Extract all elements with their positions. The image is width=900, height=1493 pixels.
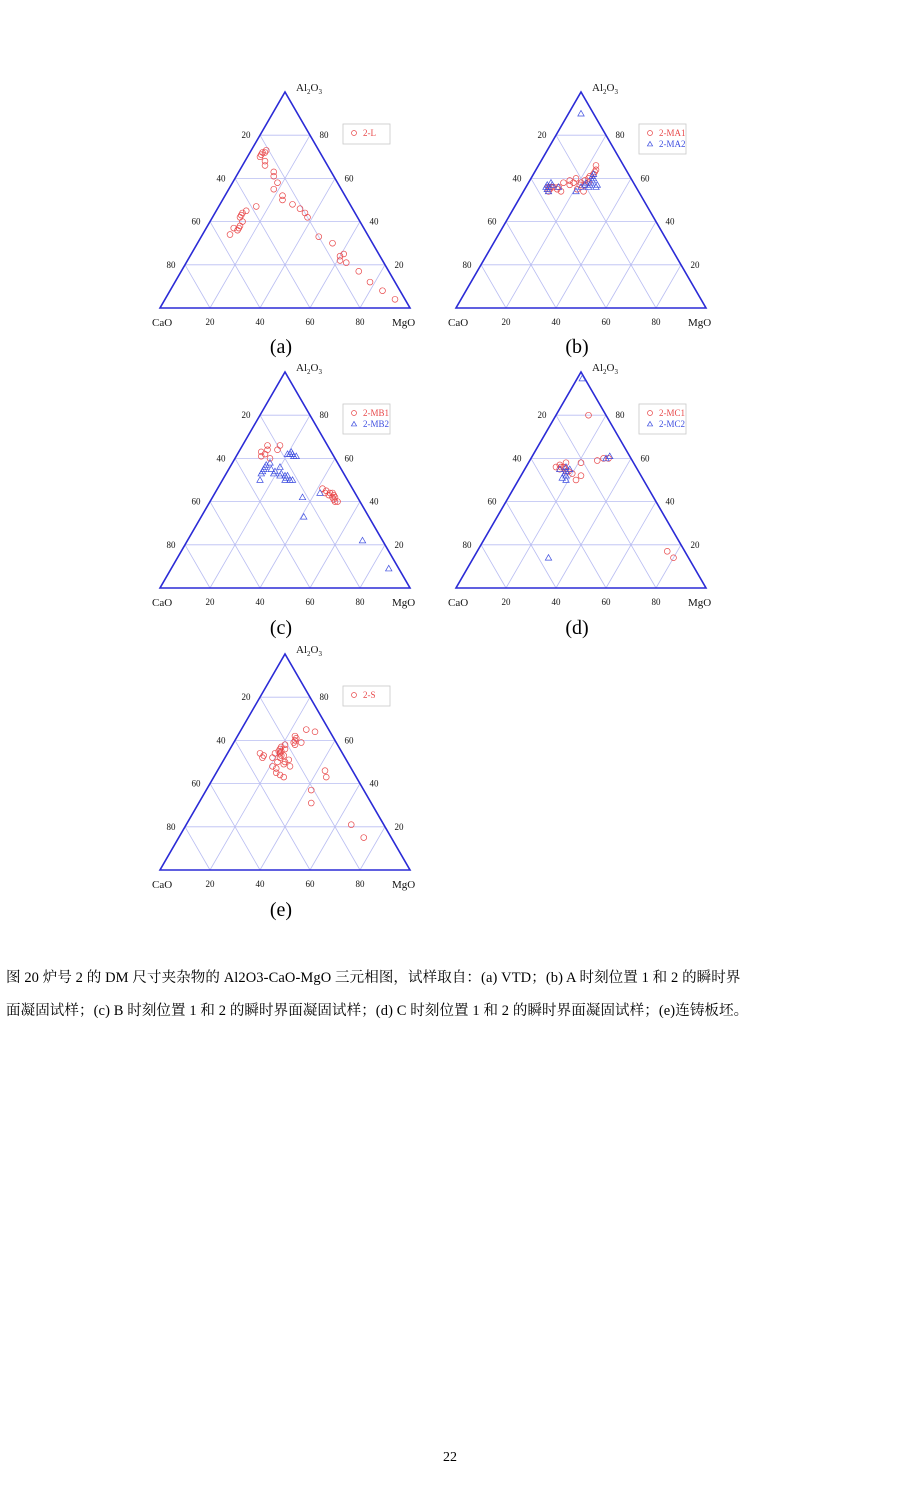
tick-label-bottom: 20 [501, 317, 511, 327]
tick-label-bottom: 80 [355, 879, 365, 889]
data-point [262, 163, 268, 169]
data-point [392, 296, 398, 302]
figure-label-c: (c) [269, 617, 293, 639]
tick-label-right: 20 [690, 539, 700, 550]
figure-label-d: (d) [565, 617, 589, 639]
vertex-label-mgo: MgO [688, 317, 712, 329]
tick-label-left: 80 [166, 539, 176, 550]
tick-label-right: 20 [690, 259, 700, 270]
grid-line [235, 740, 310, 870]
grid-line [260, 458, 335, 588]
tick-labels-e [167, 692, 405, 889]
vertex-label-cao: CaO [448, 317, 469, 329]
tick-label-bottom: 20 [501, 597, 511, 607]
tick-label-right: 40 [369, 778, 379, 789]
tick-label-left: 60 [191, 496, 201, 507]
tick-label-bottom: 60 [305, 879, 315, 889]
tick-label-right: 60 [640, 453, 650, 464]
tick-label-bottom: 80 [355, 597, 365, 607]
data-point [386, 565, 392, 571]
vertex-label-mgo: MgO [392, 597, 416, 609]
data-point [308, 800, 314, 806]
vertex-label-al2o3: $Al_2O_3$ [296, 82, 322, 96]
vertex-label-mgo: MgO [392, 317, 416, 329]
tick-label-right: 80 [319, 410, 329, 421]
legend-label: 2-L [363, 128, 376, 138]
tick-label-bottom: 20 [205, 317, 215, 327]
legend-c [343, 404, 390, 434]
data-point [380, 288, 386, 294]
data-point [287, 763, 293, 769]
tick-label-left: 20 [241, 692, 251, 703]
grid-line [235, 178, 310, 308]
tick-labels-b [463, 130, 701, 327]
figure-label-b: (b) [565, 336, 589, 358]
page-number: 22 [443, 1450, 457, 1465]
ternary-svg-b [446, 80, 726, 340]
grid-lines-a [185, 135, 385, 308]
tick-label-bottom: 20 [205, 879, 215, 889]
vertex-label-al2o3: $Al_2O_3$ [592, 362, 618, 376]
tick-label-left: 80 [462, 259, 472, 270]
legend-d [639, 404, 686, 434]
grid-line [235, 458, 310, 588]
data-point [260, 755, 266, 761]
grid-line [656, 265, 681, 308]
tick-label-left: 60 [191, 216, 201, 227]
data-point [253, 204, 259, 210]
data-point [281, 761, 287, 767]
data-point [238, 212, 244, 218]
tick-label-bottom: 60 [601, 317, 611, 327]
grid-lines-b [481, 135, 681, 308]
tick-label-left: 60 [191, 778, 201, 789]
data-point [312, 729, 318, 735]
grid-line [481, 265, 506, 308]
data-point [367, 279, 373, 285]
data-point [237, 214, 243, 220]
legend-label: 2-MA1 [659, 128, 686, 138]
grid-line [481, 545, 506, 588]
figure-label-a: (a) [269, 336, 293, 358]
grid-line [185, 545, 210, 588]
grid-line [260, 178, 335, 308]
data-point [561, 180, 567, 186]
tick-label-right: 60 [344, 735, 354, 746]
tick-label-bottom: 80 [651, 317, 661, 327]
vertex-label-al2o3: $Al_2O_3$ [296, 362, 322, 376]
data-point [257, 154, 263, 160]
vertex-label-cao: CaO [448, 597, 469, 609]
tick-label-right: 20 [394, 539, 404, 550]
tick-label-right: 60 [344, 453, 354, 464]
data-point [290, 201, 296, 207]
vertex-label-cao: CaO [152, 317, 173, 329]
data-point [359, 537, 365, 543]
data-point [297, 206, 303, 212]
tick-label-bottom: 40 [551, 317, 561, 327]
tick-label-left: 20 [537, 130, 547, 141]
data-point [257, 477, 263, 483]
tick-label-left: 80 [166, 259, 176, 270]
vertex-label-mgo: MgO [392, 879, 416, 891]
grid-line [185, 827, 210, 870]
tick-label-bottom: 40 [551, 597, 561, 607]
ternary-svg-d [446, 360, 726, 620]
ternary-plot-e [150, 642, 430, 902]
tick-label-left: 20 [537, 410, 547, 421]
figure-label-e: (e) [269, 899, 293, 921]
tick-labels-a [167, 130, 405, 327]
tick-label-bottom: 80 [651, 597, 661, 607]
tick-label-left: 40 [512, 453, 522, 464]
tick-label-right: 60 [640, 173, 650, 184]
data-point [330, 240, 336, 246]
grid-line [360, 827, 385, 870]
tick-label-right: 80 [319, 692, 329, 703]
vertex-label-al2o3: $Al_2O_3$ [592, 82, 618, 96]
data-point [578, 473, 584, 479]
ternary-svg-e [150, 642, 430, 902]
data-point [573, 477, 579, 483]
legend-label: 2-MB2 [363, 419, 390, 429]
data-point [275, 180, 281, 186]
tick-label-bottom: 20 [205, 597, 215, 607]
ternary-svg-c [150, 360, 430, 620]
grid-lines-c [185, 415, 385, 588]
caption-line-2: 面凝固试样；(c) B 时刻位置 1 和 2 的瞬时界面凝固试样；(d) C 时刻位置 1 和 2 的瞬时界面凝固试样；(e)连铸板坯。 [6, 1003, 749, 1019]
data-point [237, 223, 243, 229]
vertex-label-cao: CaO [152, 879, 173, 891]
data-point [275, 447, 281, 453]
data-point [578, 110, 584, 116]
grid-line [531, 178, 606, 308]
tick-label-right: 40 [665, 496, 675, 507]
tick-label-right: 60 [344, 173, 354, 184]
legend-b [639, 124, 686, 154]
grid-line [185, 265, 210, 308]
tick-label-left: 40 [216, 453, 226, 464]
legend-e [343, 686, 390, 706]
ternary-plot-a [150, 80, 430, 340]
legend-label: 2-MA2 [659, 139, 686, 149]
legend-label: 2-MB1 [363, 408, 390, 418]
data-point [545, 555, 551, 561]
data-point [292, 742, 298, 748]
tick-label-left: 80 [166, 821, 176, 832]
vertex-label-al2o3: $Al_2O_3$ [296, 644, 322, 658]
vertex-label-cao: CaO [152, 597, 173, 609]
tick-label-left: 20 [241, 410, 251, 421]
tick-label-bottom: 40 [255, 879, 265, 889]
data-point [265, 447, 271, 453]
data-point [563, 460, 569, 466]
tick-label-left: 60 [487, 496, 497, 507]
tick-labels-d [463, 410, 701, 607]
data-point [258, 470, 264, 476]
figure-caption [6, 962, 886, 1028]
tick-labels-c [167, 410, 405, 607]
series-2-MA2 [543, 110, 601, 193]
data-point [337, 258, 343, 264]
ternary-svg-a [150, 80, 430, 340]
tick-label-bottom: 60 [305, 597, 315, 607]
tick-label-right: 80 [319, 130, 329, 141]
ternary-plot-d [446, 360, 726, 620]
grid-line [556, 178, 631, 308]
data-point [280, 197, 286, 203]
tick-label-right: 80 [615, 410, 625, 421]
grid-line [260, 740, 335, 870]
tick-label-right: 40 [665, 216, 675, 227]
data-point [299, 494, 305, 500]
data-point [361, 835, 367, 841]
data-point [578, 460, 584, 466]
data-point [322, 768, 328, 774]
tick-label-left: 40 [216, 173, 226, 184]
grid-line [656, 545, 681, 588]
tick-label-left: 40 [512, 173, 522, 184]
tick-label-right: 20 [394, 259, 404, 270]
grid-lines-e [185, 697, 385, 870]
data-point [271, 470, 277, 476]
tick-label-left: 20 [241, 130, 251, 141]
tick-label-bottom: 60 [601, 597, 611, 607]
ternary-plot-c [150, 360, 430, 620]
tick-label-bottom: 40 [255, 597, 265, 607]
vertex-label-mgo: MgO [688, 597, 712, 609]
tick-label-left: 60 [487, 216, 497, 227]
tick-label-left: 40 [216, 735, 226, 746]
tick-label-right: 20 [394, 821, 404, 832]
series-2-MB1 [258, 443, 340, 505]
data-point [277, 443, 283, 449]
tick-label-bottom: 80 [355, 317, 365, 327]
tick-label-right: 40 [369, 496, 379, 507]
legend-label: 2-S [363, 690, 376, 700]
tick-label-bottom: 60 [305, 317, 315, 327]
legend-a [343, 124, 390, 144]
ternary-plot-b [446, 80, 726, 340]
series-2-MC2 [545, 375, 613, 560]
data-point [664, 548, 670, 554]
series-2-MB2 [257, 449, 392, 571]
data-point [292, 733, 298, 739]
data-point [271, 186, 277, 192]
caption-line-1: 图 20 炉号 2 的 DM 尺寸夹杂物的 Al2O3-CaO-MgO 三元相图，试样取自：(a) VTD；(b) A 时刻位置 1 和 2 的瞬时界 [6, 970, 741, 986]
data-point [303, 727, 309, 733]
tick-label-right: 80 [615, 130, 625, 141]
grid-lines-d [481, 415, 681, 588]
legend-label: 2-MC1 [659, 408, 686, 418]
legend-label: 2-MC2 [659, 419, 686, 429]
data-point [270, 755, 276, 761]
tick-label-right: 40 [369, 216, 379, 227]
data-point [356, 268, 362, 274]
data-point [275, 759, 281, 765]
tick-label-left: 80 [462, 539, 472, 550]
grid-line [360, 545, 385, 588]
data-point [227, 232, 233, 238]
tick-label-bottom: 40 [255, 317, 265, 327]
data-point [323, 774, 329, 780]
data-point [593, 163, 599, 169]
data-point [308, 787, 314, 793]
grid-line [360, 265, 385, 308]
